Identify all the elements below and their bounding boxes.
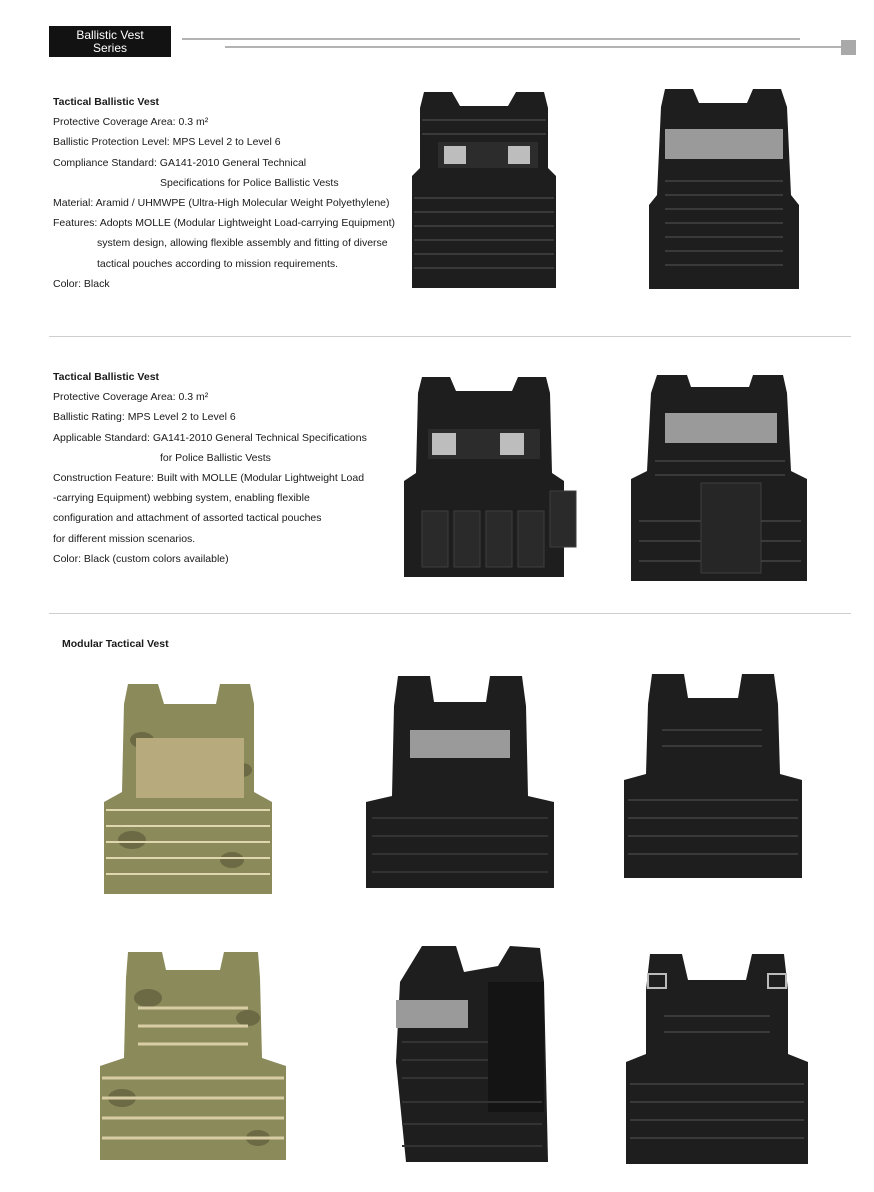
modular-vest-black-4 (624, 950, 810, 1168)
product1-photo-alt (643, 85, 805, 295)
product1-coverage: Protective Coverage Area: 0.3 m² (53, 116, 209, 129)
section-divider-2 (49, 613, 851, 614)
series-header-line1: Ballistic Vest (76, 27, 144, 42)
product1-standard: Compliance Standard: GA141-2010 General Technical (53, 156, 307, 169)
modular-vest-camo-1 (102, 680, 274, 898)
series-header-line2: Series (92, 40, 127, 55)
header-square-marker (841, 40, 856, 55)
product2-rating: Ballistic Rating: MPS Level 2 to Level 6 (53, 411, 236, 424)
product2-construction: Construction Feature: Built with MOLLE (Modular Lightweight Load (53, 472, 365, 485)
product1-photo-front (408, 88, 560, 292)
product1-standard-cont: Specifications for Police Ballistic Vests (160, 176, 339, 189)
product2-construction-cont2: configuration and attachment of assorted tactical pouches (53, 512, 322, 525)
product1-features-cont2: tactical pouches according to mission requirements. (97, 257, 339, 270)
product1-specs (53, 92, 413, 294)
product1-protection: Ballistic Protection Level: MPS Level 2 to Level 6 (53, 136, 281, 149)
product1-material: Material: Aramid / UHMWPE (Ultra-High Molecular Weight Polyethylene) (53, 197, 390, 210)
modular-vest-black-3 (392, 942, 552, 1166)
product2-photo-front (400, 373, 580, 583)
product2-specs (53, 367, 413, 569)
product1-features: Features: Adopts MOLLE (Modular Lightweight Load-carrying Equipment) (53, 217, 396, 230)
modular-vest-black-1 (364, 672, 556, 892)
header-rule-bottom (225, 46, 841, 48)
product1-features-cont1: system design, allowing flexible assembly and fitting of diverse (97, 237, 388, 250)
series-header-tag (49, 26, 171, 57)
product2-photo-alt (625, 371, 815, 586)
header-rule-top (182, 38, 800, 40)
product2-construction-cont3: for different mission scenarios. (53, 532, 196, 545)
modular-vest-black-2 (622, 670, 804, 882)
modular-vest-camo-2 (98, 948, 288, 1164)
product2-coverage: Protective Coverage Area: 0.3 m² (53, 391, 209, 404)
section3-title: Modular Tactical Vest (62, 638, 169, 650)
product2-construction-cont1: -carrying Equipment) webbing system, enabling flexible (53, 492, 310, 505)
product2-color: Color: Black (custom colors available) (53, 552, 229, 565)
product2-title: Tactical Ballistic Vest (53, 371, 160, 383)
product2-standard-cont: for Police Ballistic Vests (160, 451, 271, 464)
section-divider-1 (49, 336, 851, 337)
product2-standard: Applicable Standard: GA141-2010 General Technical Specifications (53, 431, 367, 444)
product1-title: Tactical Ballistic Vest (53, 96, 160, 108)
product1-color: Color: Black (53, 277, 110, 290)
